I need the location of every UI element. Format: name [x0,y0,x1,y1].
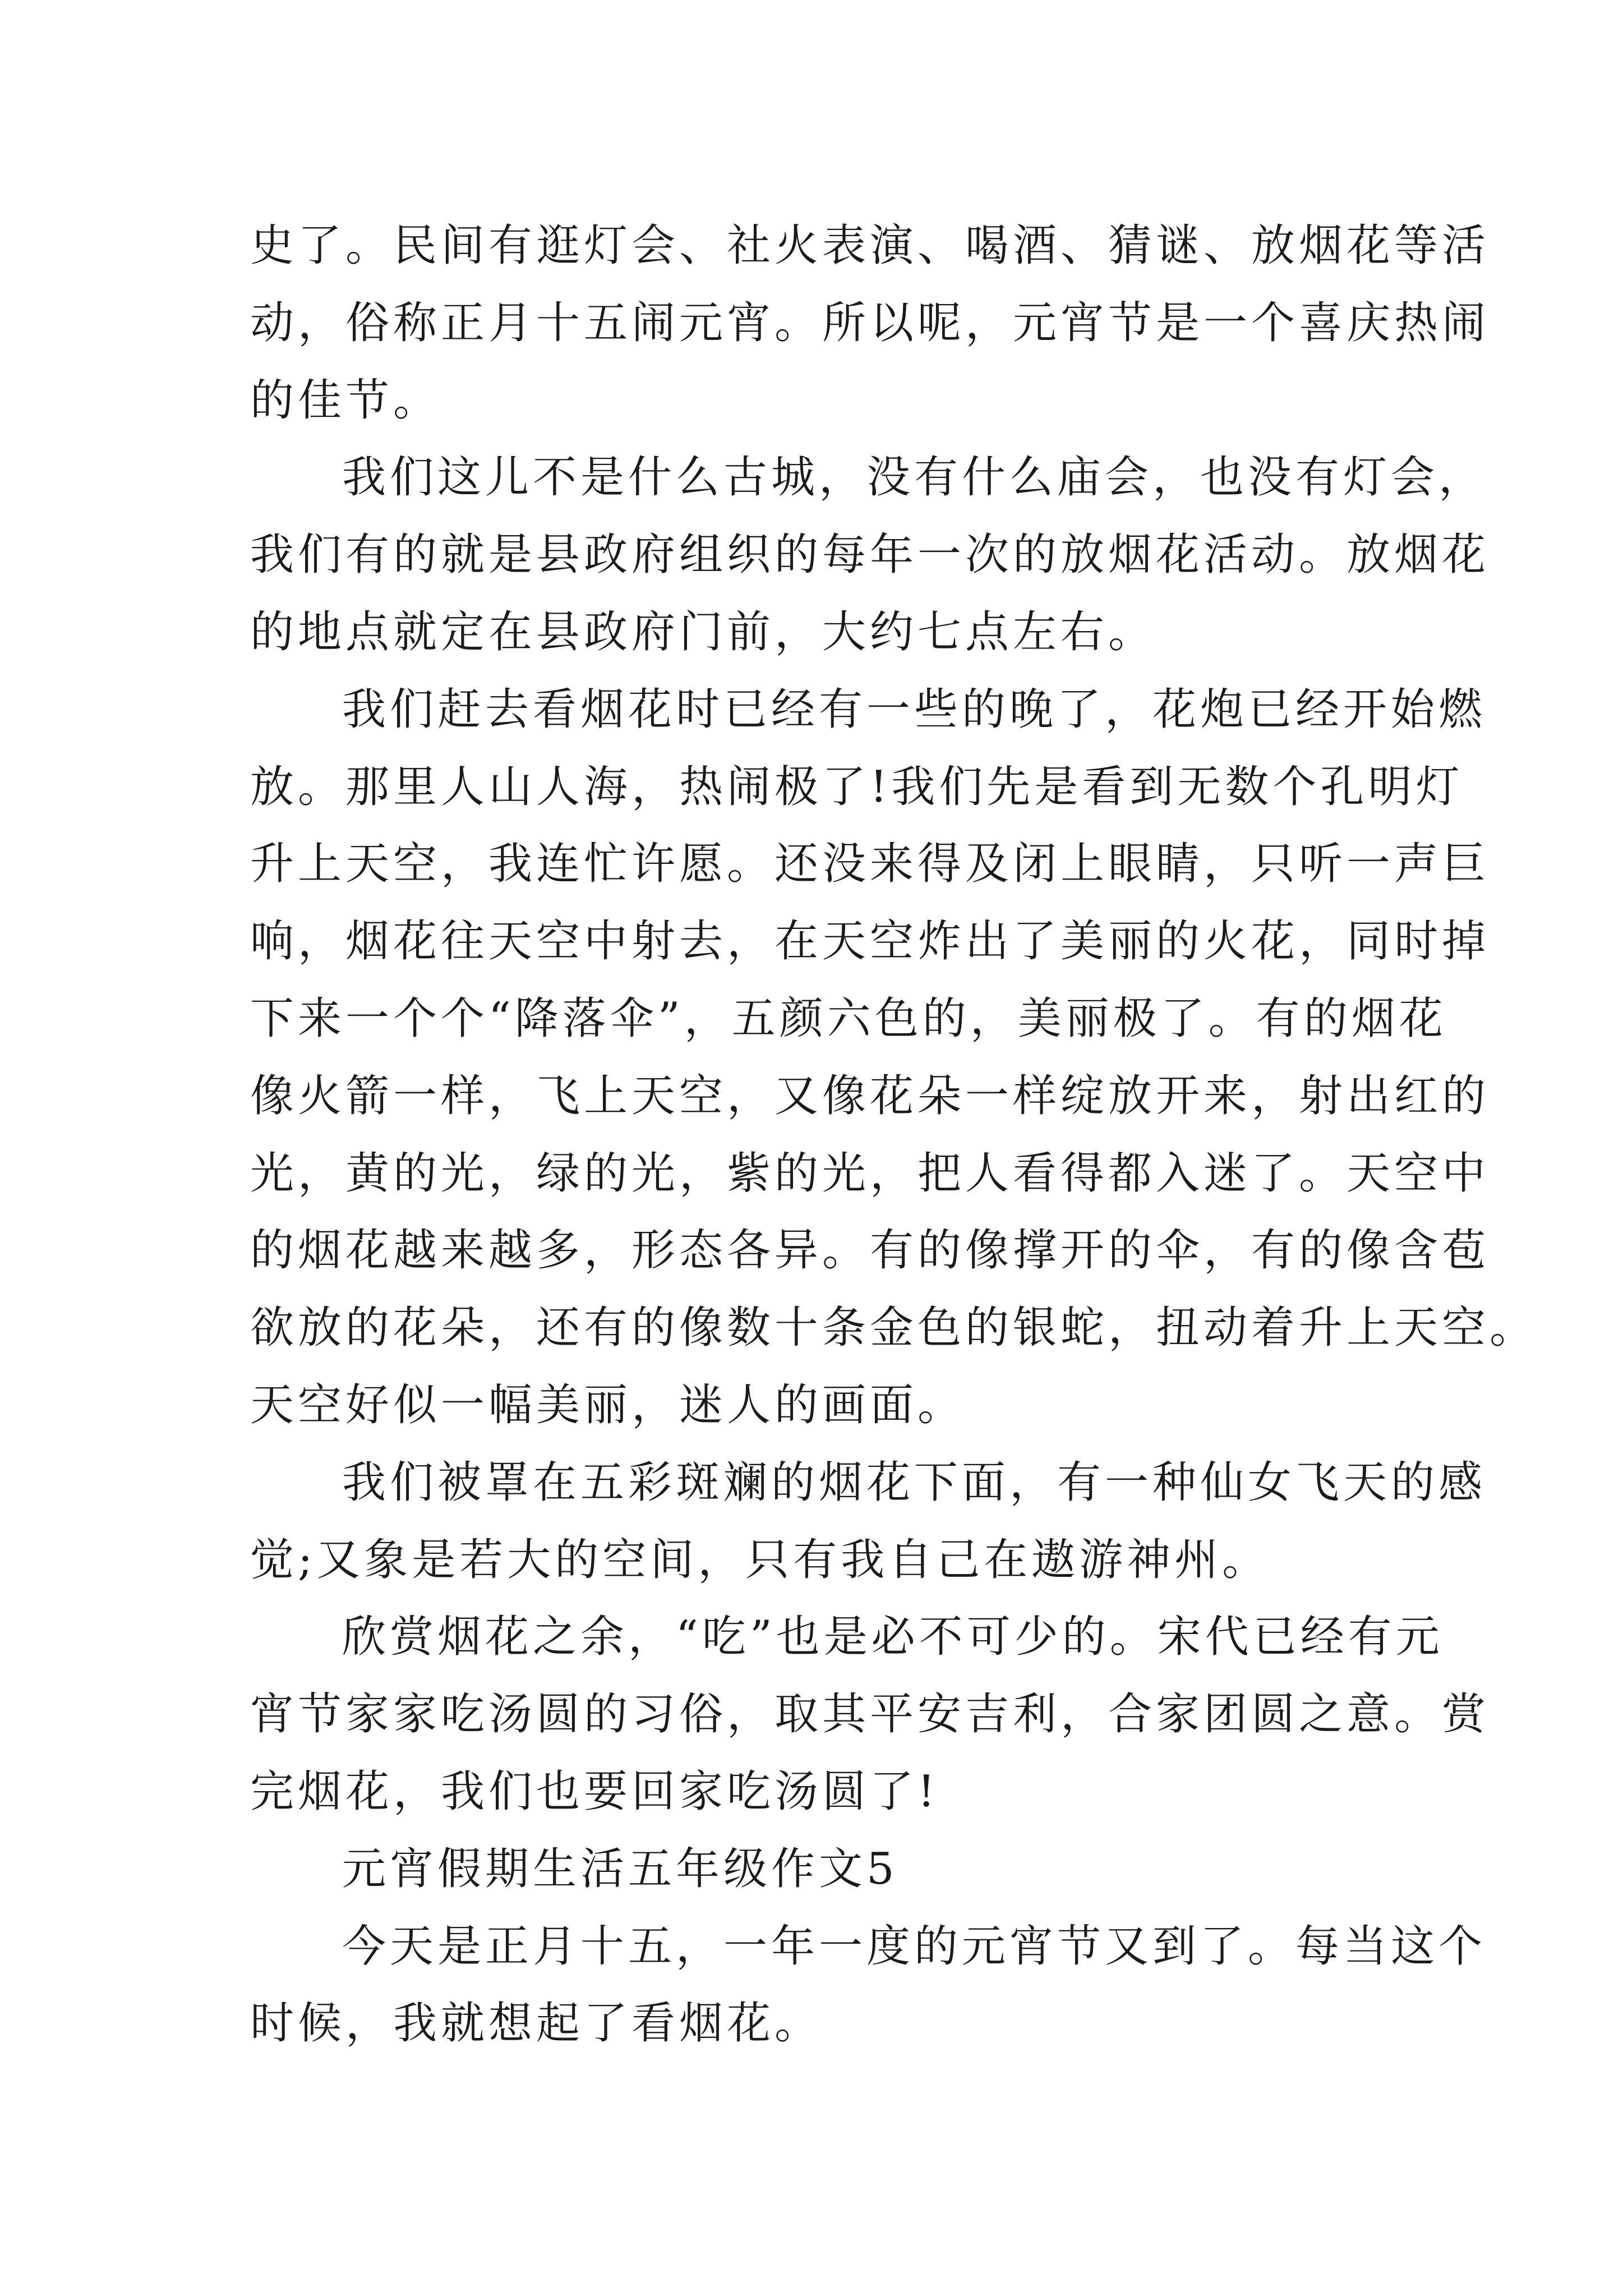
text-line: 下来一个个“降落伞”，五颜六色的，美丽极了。有的烟花 [250,993,1447,1044]
text-line: 欲放的花朵，还有的像数十条金色的银蛇，扭动着升上天空。 [250,1303,1538,1354]
text-line: 史了。民间有逛灯会、社火表演、喝酒、猜谜、放烟花等活 [250,220,1490,271]
text-line: 的烟花越来越多，形态各异。有的像撑开的伞，有的像含苞 [250,1225,1490,1276]
text-line: 觉;又象是若大的空间，只有我自己在遨游神州。 [250,1534,1270,1585]
paragraph-start-line: 我们赶去看烟花时已经有一些的晚了，花炮已经开始燃 [342,684,1487,735]
text-line: 放。那里人山人海，热闹极了!我们先是看到无数个孔明灯 [250,761,1464,812]
text-line: 时候，我就想起了看烟花。 [250,1998,823,2049]
text-line: 像火箭一样，飞上天空，又像花朵一样绽放开来，射出红的 [250,1070,1490,1121]
paragraph-start-line: 欣赏烟花之余，“吃”也是必不可少的。宋代已经有元 [342,1612,1444,1663]
text-line: 的地点就定在县政府门前，大约七点左右。 [250,606,1156,657]
text-line: 升上天空，我连忙许愿。还没来得及闭上眼睛，只听一声巨 [250,839,1490,890]
text-line: 天空好似一幅美丽，迷人的画面。 [250,1379,966,1430]
text-line: 动，俗称正月十五闹元宵。所以呢，元宵节是一个喜庆热闹 [250,297,1490,348]
essay-body [250,208,1538,2063]
paragraph-start-line: 我们这儿不是什么古城，没有什么庙会，也没有灯会， [342,452,1487,503]
paragraph-start-line: 我们被罩在五彩斑斓的烟花下面，有一种仙女飞天的感 [342,1457,1487,1508]
section-heading: 元宵假期生活五年级作文5 [342,1843,898,1894]
text-line: 响，烟花往天空中射去，在天空炸出了美丽的火花，同时掉 [250,916,1490,967]
text-line: 光，黄的光，绿的光，紫的光，把人看得都入迷了。天空中 [250,1148,1490,1199]
text-line: 的佳节。 [250,375,441,426]
paragraph-start-line: 今天是正月十五，一年一度的元宵节又到了。每当这个 [342,1921,1487,1972]
text-line: 我们有的就是县政府组织的每年一次的放烟花活动。放烟花 [250,530,1490,581]
text-line: 宵节家家吃汤圆的习俗，取其平安吉利，合家团圆之意。赏 [250,1689,1490,1740]
text-line: 完烟花，我们也要回家吃汤圆了! [250,1766,939,1817]
